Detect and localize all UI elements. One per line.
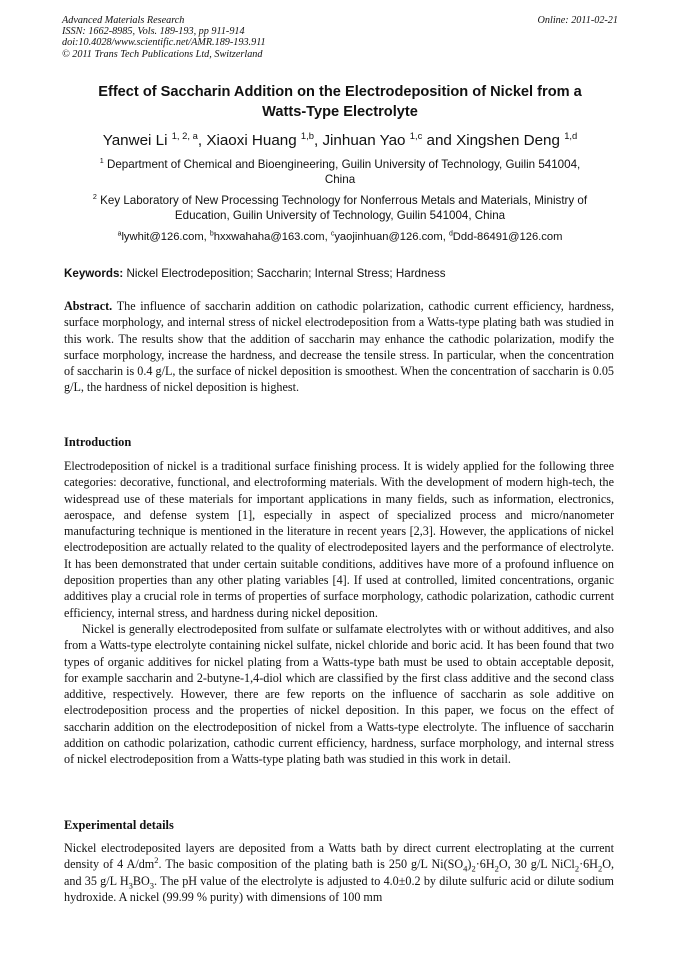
- online-date: Online: 2011-02-21: [537, 15, 618, 26]
- section-heading-introduction: Introduction: [64, 435, 132, 449]
- author-name: Yanwei Li: [102, 132, 168, 149]
- affiliation-text: Key Laboratory of New Processing Technology for Nonferrous Metals and Materials, Ministry of: [100, 194, 588, 207]
- author-emails: [64, 230, 616, 245]
- experimental-paragraph-1: [64, 840, 614, 905]
- author-separator: ,: [313, 132, 319, 149]
- affiliation-text: Department of Chemical and Bioengineering, Guilin University of Technology, Guilin 541004,: [106, 158, 581, 171]
- affiliation-text: Education, Guilin University of Technology, Guilin 541004, China: [174, 209, 506, 222]
- subscript: 2: [574, 863, 580, 874]
- email-mark: d: [448, 230, 453, 238]
- email-mark: b: [209, 230, 214, 238]
- author-affil-mark: 1, 2, a: [171, 129, 198, 141]
- affiliation-2: [64, 193, 616, 223]
- introduction-paragraph-1: Electrodeposition of nickel is a traditional surface finishing process. It is widely applied for the following three categories: decorative, functional, and electroforming materials. With the development of modern high-tech, the widespread use of these materials for important applications in many fields, such as information, electronics, aerospace, and defense system [1], especially in aspect of specialized process and micro/nanometer manufacturing technique is mentioned in the literature in recent years [2,3]. However, the applications of nickel electrodeposition are actually related to the quality of electrodeposited layers and the performance of electrolyte. It has been demonstrated that under certain suitable conditions, additives have more of a profound influence on deposition properties than any other plating variables [4]. If used at controlled, limited concentrations, organic additives play a crucial role in terms of properties of surface morphology, cathodic polarization, cathodic current efficiency, internal stress, and hardness during nickel deposition.: [64, 459, 614, 620]
- superscript: 2: [154, 855, 159, 866]
- introduction-paragraph-2: Nickel is generally electrodeposited from sulfate or sulfamate electrolytes with or without additives, and also from a Watts-type electrolyte containing nickel sulfate, nickel chloride and boric acid. It has been found that two types of organic additives for nickel plating from a Watts-type bath must be used to obtain acceptable deposit, for example saccharin and 2-butyne-1,4-diol which are classified by the first class additive and the second class additive, respectively. However, there are few reports on the influence of saccharin as sole additive on electrodeposition process and the properties of nickel deposition. In this paper, we focus on the effect of saccharin addition on the electrodeposition of nickel from a Watts-type electrolyte. The influence of saccharin addition on cathodic polarization, cathodic current efficiency, hardness, surface morphology, and internal stress of nickel electrodeposition from a Watts-type plating bath was studied in this work in detail.: [64, 621, 614, 767]
- subscript: 2: [471, 863, 476, 874]
- abstract: [64, 298, 614, 396]
- author-name: Xiaoxi Huang: [206, 132, 297, 149]
- text-run: Nickel electrodeposited layers are deposited from a Watts bath by direct current electroplating at the current density of 4 A/dm: [64, 841, 614, 872]
- text-run: ·6H: [579, 857, 598, 872]
- text-run: BO: [132, 873, 150, 888]
- email-mark: a: [117, 230, 122, 238]
- abstract-text: The influence of saccharin addition on cathodic polarization, cathodic current efficiency, hardness, surface morphology, and internal stress of nickel electrodeposition from a Watts-type plating bath was studied in this work. The results show that the addition of saccharin may enhance the cathodic polarization, modify the surface morphology, increase the hardness, and decrease the tensile stress. In particular, when the concentration of saccharin is 0.4 g/L, the surface of nickel deposition is smoothest. When the concentration of saccharin is 0.05 g/L, the hardness of nickel deposition is highest.: [64, 299, 614, 395]
- text-run: ·6H: [475, 857, 495, 872]
- email-link[interactable]: lywhit@126.com,: [121, 231, 207, 243]
- text-run: ): [467, 857, 472, 872]
- email-mark: c: [330, 230, 335, 238]
- title-line-2: Watts-Type Electrolyte: [262, 104, 418, 120]
- email-link[interactable]: hxxwahaha@163.com,: [213, 231, 328, 243]
- affiliation-number: 2: [92, 192, 97, 202]
- text-run: O, and 35 g/L H: [64, 857, 615, 888]
- introduction-body: [64, 458, 614, 768]
- author-name: Xingshen Deng: [456, 132, 560, 149]
- abstract-label: Abstract.: [64, 299, 113, 313]
- affiliation-text: China: [324, 173, 356, 186]
- affiliation-number: 1: [99, 156, 104, 166]
- email-link[interactable]: Ddd-86491@126.com: [452, 231, 563, 243]
- doi-line[interactable]: doi:10.4028/www.scientific.net/AMR.189-193.911: [62, 37, 266, 49]
- subscript: 2: [494, 863, 499, 874]
- author-name: Jinhuan Yao: [322, 132, 406, 149]
- author-list: [64, 131, 616, 151]
- author-affil-mark: 1,c: [409, 129, 423, 141]
- journal-header: [62, 15, 618, 60]
- subscript: 3: [128, 880, 133, 891]
- author-separator: ,: [197, 132, 203, 149]
- title-line-1: Effect of Saccharin Addition on the Electrodeposition of Nickel from a: [98, 84, 582, 100]
- experimental-body: [64, 840, 614, 905]
- text-run: . The basic composition of the plating bath is 250 g/L Ni(SO: [158, 857, 464, 872]
- author-separator: and: [422, 132, 452, 149]
- email-link[interactable]: yaojinhuan@126.com,: [334, 231, 446, 243]
- author-affil-mark: 1,b: [300, 129, 314, 141]
- text-run: . The pH value of the electrolyte is adjusted to 4.0±0.2 by dilute sulfuric acid or dilute sodium hydroxide. A nickel (99.99 % purity) with dimensions of 100 mm: [64, 873, 615, 904]
- keywords: [64, 266, 616, 281]
- journal-name: Advanced Materials Research: [62, 15, 185, 26]
- copyright-line: © 2011 Trans Tech Publications Ltd, Switzerland: [62, 48, 263, 60]
- issn-line: ISSN: 1662-8985, Vols. 189-193, pp 911-914: [62, 26, 245, 38]
- text-run: O, 30 g/L NiCl: [498, 857, 575, 872]
- subscript: 3: [149, 880, 154, 891]
- subscript: 2: [597, 863, 603, 874]
- author-affil-mark: 1,d: [564, 129, 578, 141]
- keywords-label: Keywords:: [64, 267, 124, 280]
- keywords-text: Nickel Electrodeposition; Saccharin; Internal Stress; Hardness: [126, 267, 446, 280]
- section-heading-experimental: Experimental details: [64, 818, 174, 832]
- paper-title: [64, 82, 616, 122]
- affiliation-1: [64, 157, 616, 187]
- subscript: 4: [463, 863, 468, 874]
